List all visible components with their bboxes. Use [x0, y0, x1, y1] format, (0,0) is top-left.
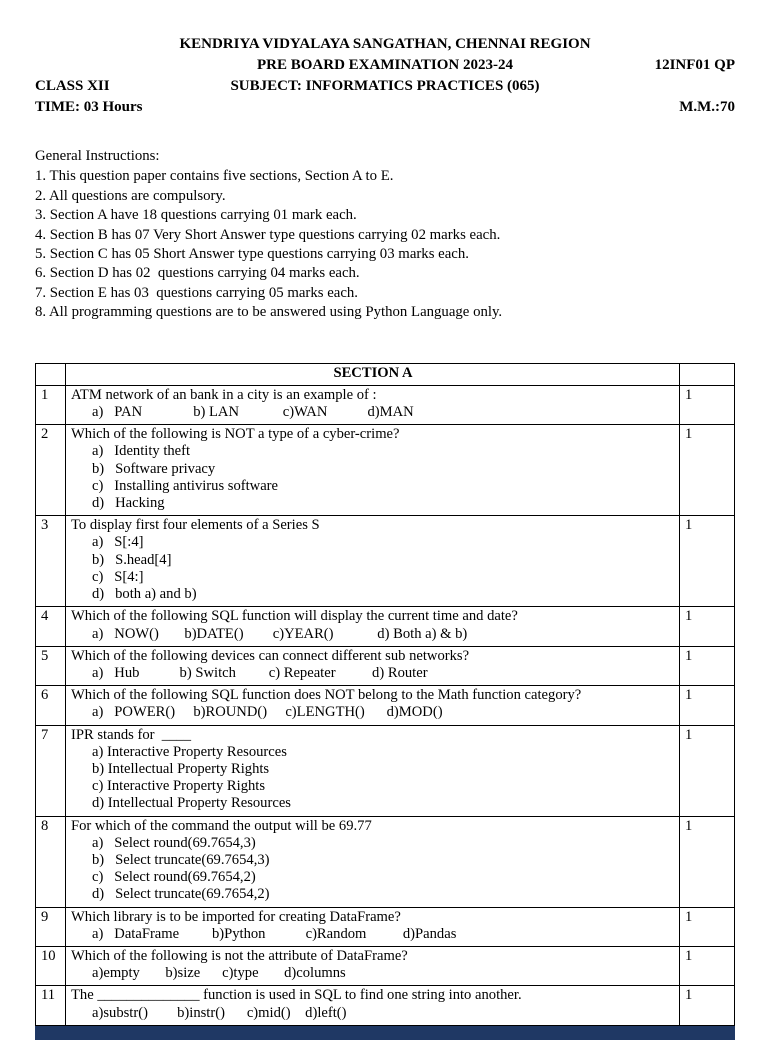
- question-cell: [66, 986, 680, 1025]
- option-line: a) Select round(69.7654,3): [92, 834, 256, 851]
- instruction-line: 1. This question paper contains five sections, Section A to E.: [35, 168, 394, 185]
- question-number: 1: [36, 385, 66, 424]
- question-text: Which of the following SQL function does NOT belong to the Math function category?: [71, 687, 582, 704]
- table-row: [36, 646, 735, 685]
- table-row: [36, 385, 735, 424]
- question-text: Which of the following devices can connect different sub networks?: [71, 647, 470, 664]
- table-row: [36, 816, 735, 907]
- table-row: [36, 607, 735, 646]
- section-a-table: [35, 363, 735, 1026]
- header-line-3: [35, 76, 735, 97]
- qp-code: 12INF01 QP: [654, 57, 735, 73]
- header-line-1: [35, 34, 735, 55]
- exam-title: PRE BOARD EXAMINATION 2023-24: [257, 57, 513, 73]
- question-cell: [66, 686, 680, 725]
- option-line: a) S[:4]: [92, 534, 144, 551]
- option-line: a) Identity theft: [92, 443, 191, 460]
- question-text: The ______________ function is used in SQL to find one string into another.: [71, 987, 522, 1004]
- option-line: b) S.head[4]: [92, 551, 172, 568]
- question-cell: [66, 385, 680, 424]
- header-line-2: [35, 55, 735, 76]
- marks-value: 1: [680, 725, 735, 816]
- marks-value: 1: [680, 946, 735, 985]
- question-cell: [66, 516, 680, 607]
- question-number: 8: [36, 816, 66, 907]
- marks-value: 1: [680, 607, 735, 646]
- instruction-line: 3. Section A have 18 questions carrying 01 mark each.: [35, 207, 357, 224]
- time-allowed: TIME: 03 Hours: [35, 99, 143, 115]
- marks-value: 1: [680, 516, 735, 607]
- option-line: c) Select round(69.7654,2): [92, 869, 256, 886]
- section-title: SECTION A: [66, 363, 680, 385]
- question-number: 10: [36, 946, 66, 985]
- option-line: a)empty b)size c)type d)columns: [92, 965, 346, 982]
- question-cell: [66, 946, 680, 985]
- marks-value: 1: [680, 986, 735, 1025]
- subject-title: SUBJECT: INFORMATICS PRACTICES (065): [230, 78, 540, 94]
- max-marks: M.M.:70: [679, 99, 735, 115]
- option-line: a) PAN b) LAN c)WAN d)MAN: [92, 404, 414, 421]
- option-line: b) Intellectual Property Rights: [92, 760, 270, 777]
- instruction-line: 8. All programming questions are to be answered using Python Language only.: [35, 304, 503, 321]
- general-instructions: [35, 147, 735, 323]
- table-row: [36, 516, 735, 607]
- marks-value: 1: [680, 816, 735, 907]
- question-number: 3: [36, 516, 66, 607]
- instruction-line: 5. Section C has 05 Short Answer type questions carrying 03 marks each.: [35, 246, 469, 263]
- question-cell: [66, 646, 680, 685]
- question-text: IPR stands for ____: [71, 726, 191, 743]
- question-number: 7: [36, 725, 66, 816]
- board-title: KENDRIYA VIDYALAYA SANGATHAN, CHENNAI REGION: [179, 36, 591, 52]
- instruction-line: 6. Section D has 02 questions carrying 04 marks each.: [35, 265, 360, 282]
- option-line: c) Installing antivirus software: [92, 477, 279, 494]
- question-text: ATM network of an bank in a city is an example of :: [71, 386, 377, 403]
- option-line: a) Interactive Property Resources: [92, 743, 287, 760]
- header-line-4: [35, 97, 735, 118]
- instructions-title: General Instructions:: [35, 148, 160, 164]
- question-cell: [66, 816, 680, 907]
- question-number: 9: [36, 907, 66, 946]
- option-line: d) Select truncate(69.7654,2): [92, 886, 270, 903]
- table-row: [36, 725, 735, 816]
- table-row: [36, 946, 735, 985]
- question-cell: [66, 907, 680, 946]
- question-text: Which library is to be imported for creating DataFrame?: [71, 908, 401, 925]
- instruction-line: 4. Section B has 07 Very Short Answer type questions carrying 02 marks each.: [35, 226, 501, 243]
- marks-value: 1: [680, 907, 735, 946]
- instruction-line: 7. Section E has 03 questions carrying 05 marks each.: [35, 284, 358, 301]
- table-row: [36, 686, 735, 725]
- marks-value: 1: [680, 686, 735, 725]
- section-header-row: [36, 363, 735, 385]
- option-line: d) Intellectual Property Resources: [92, 795, 291, 812]
- marks-value: 1: [680, 385, 735, 424]
- question-number: 5: [36, 646, 66, 685]
- option-line: a)substr() b)instr() c)mid() d)left(): [92, 1004, 347, 1021]
- table-row: [36, 425, 735, 516]
- option-line: d) Hacking: [92, 495, 165, 512]
- option-line: a) DataFrame b)Python c)Random d)Pandas: [92, 925, 457, 942]
- empty-cell: [680, 363, 735, 385]
- question-cell: [66, 607, 680, 646]
- question-number: 6: [36, 686, 66, 725]
- question-text: Which of the following SQL function will display the current time and date?: [71, 608, 518, 625]
- option-line: b) Select truncate(69.7654,3): [92, 851, 270, 868]
- question-cell: [66, 725, 680, 816]
- option-line: b) Software privacy: [92, 460, 216, 477]
- question-number: 4: [36, 607, 66, 646]
- question-text: Which of the following is not the attribute of DataFrame?: [71, 947, 408, 964]
- marks-value: 1: [680, 646, 735, 685]
- instruction-line: 2. All questions are compulsory.: [35, 187, 226, 204]
- question-number: 2: [36, 425, 66, 516]
- question-cell: [66, 425, 680, 516]
- option-line: d) both a) and b): [92, 586, 197, 603]
- option-line: a) Hub b) Switch c) Repeater d) Router: [92, 664, 428, 681]
- option-line: a) NOW() b)DATE() c)YEAR() d) Both a) & b): [92, 625, 468, 642]
- question-text: Which of the following is NOT a type of a cyber-crime?: [71, 426, 400, 443]
- question-number: 11: [36, 986, 66, 1025]
- option-line: c) S[4:]: [92, 568, 144, 585]
- option-line: c) Interactive Property Rights: [92, 778, 266, 795]
- table-row: [36, 986, 735, 1025]
- option-line: a) POWER() b)ROUND() c)LENGTH() d)MOD(): [92, 704, 443, 721]
- next-page-edge-bar: [35, 1026, 735, 1040]
- question-text: To display first four elements of a Series S: [71, 517, 320, 534]
- table-row: [36, 907, 735, 946]
- empty-cell: [36, 363, 66, 385]
- question-text: For which of the command the output will be 69.77: [71, 817, 372, 834]
- marks-value: 1: [680, 425, 735, 516]
- class-label: CLASS XII: [35, 78, 110, 94]
